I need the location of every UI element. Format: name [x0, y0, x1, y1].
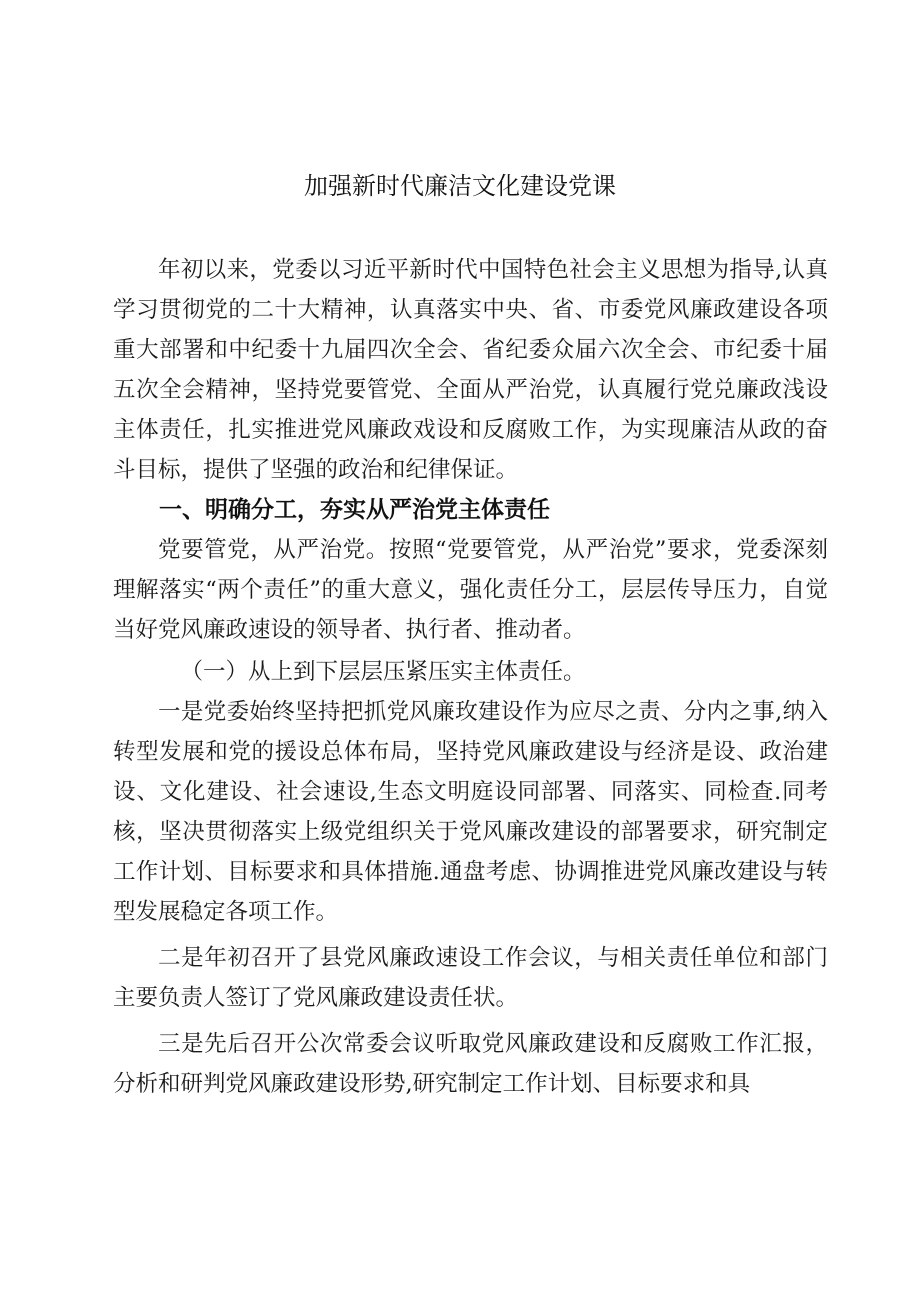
intro-paragraph: 年初以来，党委以习近平新时代中国特色社会主义思想为指导,认真学习贯彻党的二十大精神，认真落实中央、省、市委党风廉政建设各项重大部署和中纪委十九届四次全会、省纪委众届六次全会、市纪委十届五次全会精神，坚持党要管党、全面从严治党，认真履行党兑廉政浅设主体责任，扎实推进党风廉政戏设和反腐败工作，为实现廉洁从政的奋斗目标，提供了坚强的政治和纪律保证。	[113, 257, 828, 483]
document-title: 加强新时代廉洁文化建设党课	[304, 172, 616, 200]
section-heading-1: 一、明确分工，夯实从严治党主体责任	[159, 497, 550, 523]
point-2-paragraph: 二是年初召开了县党风廉政速设工作会议，与相关责任单位和部门主要负责人签订了党风廉政建设责任状。	[113, 945, 828, 1011]
point-3-paragraph: 三是先后召开公次常委会议听取党风廉政建设和反腐败工作汇报，分析和研判党风廉政建设形势,研究制定工作计划、目标要求和具	[113, 1031, 828, 1097]
point-1-paragraph: 一是党委始终坚持把抓党风廉玫建设作为应尽之责、分内之事,纳入转型发展和党的援设总体布局，坚持党风廉政建设与经济是设、政治建设、文化建设、社会速设,生态文明庭设同部署、同落实、同检查.同考核，坚决贯彻落实上级党组织关于党风廉改建设的部署要求，研究制定工作计划、目标要求和具体措施.通盘考虑、协调推进党风廉改建设与转型发展稳定各项工作。	[113, 699, 828, 925]
section-1-paragraph: 党要管党，从严治党。按照“党要管党，从严治党”要求，党委深刻理解落实“两个责任”的重大意义，强化责任分工，层层传导压力，自觉当好党风廉政速设的领导者、执行者、推动者。	[113, 537, 828, 643]
document-body	[113, 250, 828, 1104]
subsection-heading-1: （一）从上到下层层压紧压实主体责任。	[180, 659, 586, 685]
